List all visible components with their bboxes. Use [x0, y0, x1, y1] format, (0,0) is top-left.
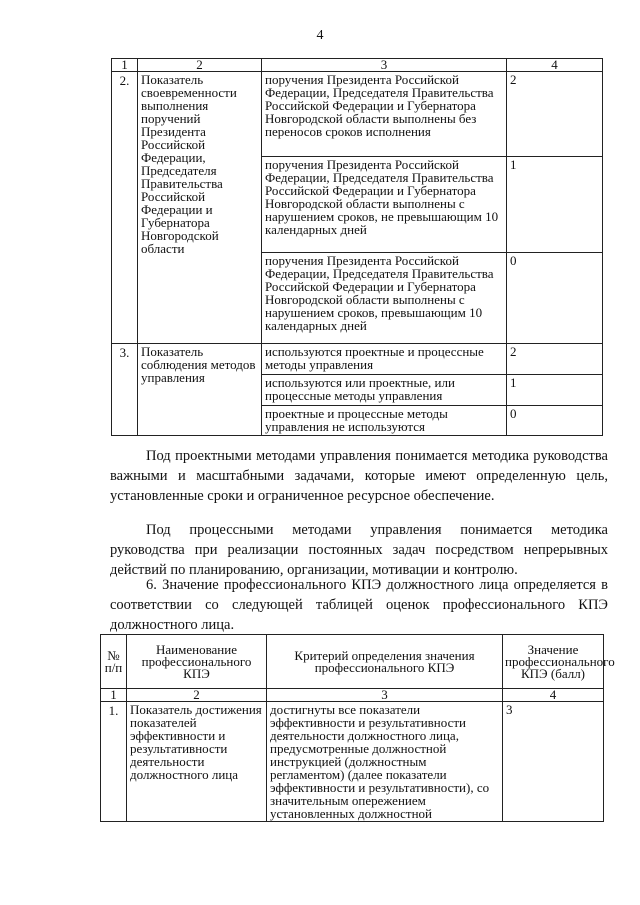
column-number-4: 4	[503, 689, 604, 702]
paragraph-section-6: 6. Значение профессионального КПЭ должностного лица определяется в соответствии со следующей таблицей оценок профессионального КПЭ должностного лица.	[110, 577, 608, 633]
criterion-text: используются проектные и процессные методы управления	[262, 344, 507, 375]
row-number: 3.	[112, 344, 138, 436]
criterion-score: 3	[503, 702, 604, 822]
column-number-4: 4	[507, 59, 603, 72]
criterion-text: используются или проектные, или процессные методы управления	[262, 375, 507, 406]
kpi-name: Показатель соблюдения методов управления	[138, 344, 262, 436]
criterion-score: 1	[507, 375, 603, 406]
paragraph-project-methods: Под проектными методами управления понимается методика руководства важными и масштабными задачами, которые имеют определенную цель, установленные сроки и ограниченное ресурсное обеспечение.	[110, 448, 608, 504]
criterion-score: 0	[507, 406, 603, 436]
column-number-2: 2	[138, 59, 262, 72]
column-number-2: 2	[127, 689, 267, 702]
criterion-score: 2	[507, 344, 603, 375]
column-number-1: 1	[112, 59, 138, 72]
criterion-score: 2	[507, 72, 603, 157]
row-number: 2.	[112, 72, 138, 344]
kpi-name: Показатель своевременности выполнения поручений Президента Российской Федерации, Председателя Правительства Российской Федерации и Губернатора Новгородской области	[138, 72, 262, 344]
column-number-3: 3	[262, 59, 507, 72]
criterion-text: проектные и процессные методы управления не используются	[262, 406, 507, 436]
row-number: 1.	[101, 702, 127, 822]
column-number-3: 3	[267, 689, 503, 702]
criterion-score: 0	[507, 253, 603, 344]
column-number-1: 1	[101, 689, 127, 702]
page-number: 4	[316, 28, 324, 43]
criterion-text: поручения Президента Российской Федерации, Председателя Правительства Российской Федерации и Губернатора Новгородской области выполнены с нарушением сроков, превышающим 10 календарных дней	[262, 253, 507, 344]
criterion-text: поручения Президента Российской Федерации, Председателя Правительства Российской Федерации и Губернатора Новгородской области выполнены без переносов сроков исполнения	[262, 72, 507, 157]
kpi-table-continued	[111, 58, 603, 436]
header-criterion: Критерий определения значения профессионального КПЭ	[267, 635, 503, 689]
criterion-text: достигнуты все показатели эффективности и результативности деятельности должностного лица, предусмотренные должностной инструкцией (должностным регламентом) (далее показатели эффективности и результативности), со значительным опережением установленных должностной	[267, 702, 503, 822]
header-kpi-name: Наименование профессионального КПЭ	[127, 635, 267, 689]
header-score: Значение профессионального КПЭ (балл)	[503, 635, 604, 689]
header-number: № п/п	[101, 635, 127, 689]
kpi-name: Показатель достижения показателей эффективности и результативности деятельности должностного лица	[127, 702, 267, 822]
professional-kpi-table	[100, 634, 615, 822]
criterion-text: поручения Президента Российской Федерации, Председателя Правительства Российской Федерации и Губернатора Новгородской области выполнены с нарушением сроков, не превышающим 10 календарных дней	[262, 157, 507, 253]
criterion-score: 1	[507, 157, 603, 253]
paragraph-process-methods: Под процессными методами управления понимается методика руководства при реализации постоянных задач посредством непрерывных действий по планированию, организации, мотивации и контролю.	[110, 522, 608, 578]
